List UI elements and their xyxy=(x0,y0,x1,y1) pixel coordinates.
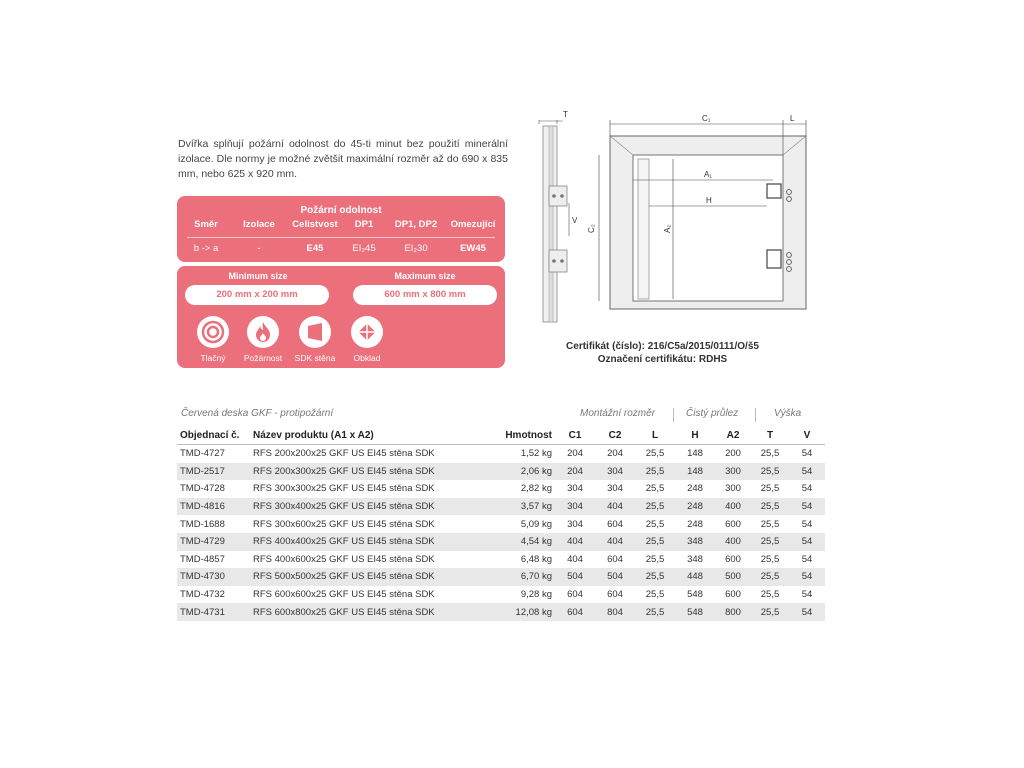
cell-c2: 404 xyxy=(595,498,635,516)
cell-t: 25,5 xyxy=(760,448,780,460)
col-header-order: Objednací č. xyxy=(177,426,250,445)
wall-icon xyxy=(299,316,331,348)
group-separator xyxy=(673,408,674,422)
cell-h: 248 xyxy=(687,483,703,495)
cell-weight: 2,06 kg xyxy=(495,463,555,481)
cell-order: TMD-4816 xyxy=(177,498,250,516)
fire-header-dp1-dp2: DP1, DP2 xyxy=(394,219,438,230)
feature-label: Požárnost xyxy=(243,353,283,363)
cell-name: RFS 300x400x25 GKF US EI45 stěna SDK xyxy=(250,498,495,516)
dim-label-a1: A₁ xyxy=(704,170,713,179)
cell-c1: 404 xyxy=(567,553,583,565)
col-header-l: L xyxy=(635,426,675,445)
push-icon xyxy=(197,316,229,348)
feature-label: Tlačný xyxy=(200,353,226,363)
table-row xyxy=(177,498,825,516)
feature-wall xyxy=(291,316,339,363)
cell-t: 25,5 xyxy=(751,533,789,551)
group-label-height: Výška xyxy=(774,408,802,419)
cell-v: 54 xyxy=(801,553,813,565)
cell-order: TMD-1688 xyxy=(180,518,225,530)
table-row xyxy=(177,533,825,551)
table-row xyxy=(177,463,825,481)
dim-label-c2: C₂ xyxy=(587,224,596,233)
feature-fire xyxy=(239,316,287,363)
cell-name: RFS 400x400x25 GKF US EI45 stěna SDK xyxy=(250,533,495,551)
cell-c2: 204 xyxy=(607,448,623,460)
fire-value-dp1: EI₂45 xyxy=(352,243,376,254)
cell-l: 25,5 xyxy=(635,603,675,621)
cell-v: 54 xyxy=(801,589,813,601)
cell-a2: 300 xyxy=(725,483,741,495)
max-size-label: Maximum size xyxy=(394,271,456,281)
col-header-name: Název produktu (A1 x A2) xyxy=(250,426,495,445)
cell-l: 25,5 xyxy=(635,498,675,516)
cell-v: 54 xyxy=(789,498,825,516)
cell-c1: 504 xyxy=(555,568,595,586)
dim-label-l: L xyxy=(790,114,795,123)
product-table-grid xyxy=(177,426,825,621)
table-group-header xyxy=(177,406,825,426)
cell-c2: 404 xyxy=(595,533,635,551)
technical-drawing xyxy=(505,108,810,343)
cell-t: 25,5 xyxy=(760,518,780,530)
cell-name: RFS 500x500x25 GKF US EI45 stěna SDK xyxy=(250,568,495,586)
cell-name: RFS 200x200x25 GKF US EI45 stěna SDK xyxy=(253,448,435,460)
certificate-info xyxy=(505,340,820,366)
cell-l: 25,5 xyxy=(645,553,665,565)
cell-a2: 400 xyxy=(715,498,751,516)
group-label-mont: Montážní rozměr xyxy=(580,408,656,419)
cell-h: 248 xyxy=(675,498,715,516)
cell-v: 54 xyxy=(789,463,825,481)
cell-c2: 604 xyxy=(607,553,623,565)
dim-label-c1: C₁ xyxy=(702,114,711,123)
fire-header-celistvost: Celistvost xyxy=(292,219,338,230)
cell-h: 448 xyxy=(675,568,715,586)
fire-value-smer: b -> a xyxy=(193,243,219,254)
cell-h: 548 xyxy=(687,589,703,601)
min-size-label: Minimum size xyxy=(228,271,288,281)
cell-c2: 304 xyxy=(607,483,623,495)
cell-c1: 204 xyxy=(555,463,595,481)
feature-label: Obklad xyxy=(353,353,381,363)
cell-c2: 804 xyxy=(595,603,635,621)
certificate-designation: Označení certifikátu: RDHS xyxy=(597,354,728,365)
cell-a2: 400 xyxy=(715,533,751,551)
cell-l: 25,5 xyxy=(645,518,665,530)
cell-t: 25,5 xyxy=(751,498,789,516)
fire-resistance-box xyxy=(177,196,505,262)
cell-order: TMD-4731 xyxy=(177,603,250,621)
cell-l: 25,5 xyxy=(635,533,675,551)
cell-name: RFS 200x300x25 GKF US EI45 stěna SDK xyxy=(250,463,495,481)
cell-h: 148 xyxy=(675,463,715,481)
cell-l: 25,5 xyxy=(635,568,675,586)
table-header-row xyxy=(177,426,825,445)
cell-l: 25,5 xyxy=(645,483,665,495)
max-size-value: 600 mm x 800 mm xyxy=(353,285,497,305)
fire-header-smer: Směr xyxy=(194,219,218,230)
cell-weight: 2,82 kg xyxy=(520,483,552,495)
tile-icon xyxy=(351,316,383,348)
cell-name: RFS 300x300x25 GKF US EI45 stěna SDK xyxy=(253,483,435,495)
col-header-h: H xyxy=(675,426,715,445)
fire-value-dp1-dp2: EI₂30 xyxy=(404,243,428,254)
certificate-number: Certifikát (číslo): 216/C5a/2015/0111/O/š5 xyxy=(566,341,759,352)
cell-c1: 404 xyxy=(555,533,595,551)
cell-a2: 800 xyxy=(715,603,751,621)
table-row xyxy=(177,515,825,533)
cell-h: 148 xyxy=(687,448,703,460)
cell-c1: 304 xyxy=(567,483,583,495)
cell-v: 54 xyxy=(801,483,813,495)
intro-text: Dvířka splňují požární odolnost do 45-ti minut bez použití minerální izolace. Dle normy je možné zvětšit maximální rozměr až do 690 x 835 mm, nebo 625 x 920 mm. xyxy=(178,138,508,180)
cell-h: 348 xyxy=(675,533,715,551)
cell-weight: 6,70 kg xyxy=(495,568,555,586)
cell-name: RFS 300x600x25 GKF US EI45 stěna SDK xyxy=(253,518,435,530)
cell-weight: 5,09 kg xyxy=(520,518,552,530)
feature-label: SDK stěna xyxy=(294,353,336,363)
cell-t: 25,5 xyxy=(751,463,789,481)
cell-order: TMD-2517 xyxy=(177,463,250,481)
cell-l: 25,5 xyxy=(645,589,665,601)
cell-weight: 4,54 kg xyxy=(495,533,555,551)
col-header-t: T xyxy=(751,426,789,445)
cell-order: TMD-4729 xyxy=(177,533,250,551)
cell-a2: 500 xyxy=(715,568,751,586)
cell-v: 54 xyxy=(789,568,825,586)
cell-order: TMD-4732 xyxy=(180,589,225,601)
cell-v: 54 xyxy=(801,448,813,460)
table-row xyxy=(177,551,825,569)
min-size-value: 200 mm x 200 mm xyxy=(185,285,329,305)
group-separator xyxy=(755,408,756,422)
cell-t: 25,5 xyxy=(760,553,780,565)
dim-label-v: V xyxy=(572,216,578,225)
cell-name: RFS 600x600x25 GKF US EI45 stěna SDK xyxy=(253,589,435,601)
cell-a2: 200 xyxy=(725,448,741,460)
cell-h: 248 xyxy=(687,518,703,530)
cell-order: TMD-4857 xyxy=(180,553,225,565)
cell-a2: 600 xyxy=(725,589,741,601)
fire-header-dp1: DP1 xyxy=(354,219,374,230)
cell-c2: 604 xyxy=(607,518,623,530)
cell-c2: 504 xyxy=(595,568,635,586)
product-table xyxy=(177,406,825,621)
cell-c1: 304 xyxy=(555,498,595,516)
fire-header-izolace: Izolace xyxy=(243,219,275,230)
col-header-c1: C1 xyxy=(555,426,595,445)
dim-label-a2: A₂ xyxy=(663,224,672,233)
table-row xyxy=(177,586,825,604)
group-label-clear: Čistý průlez xyxy=(686,408,739,419)
table-row xyxy=(177,480,825,498)
col-header-weight: Hmotnost xyxy=(495,426,555,445)
cell-t: 25,5 xyxy=(751,603,789,621)
cell-weight: 6,48 kg xyxy=(520,553,552,565)
cell-c2: 604 xyxy=(607,589,623,601)
cell-h: 348 xyxy=(687,553,703,565)
feature-tile xyxy=(343,316,391,363)
cell-c1: 604 xyxy=(555,603,595,621)
feature-push xyxy=(189,316,237,363)
fire-header-omezujici: Omezující xyxy=(450,219,496,230)
cell-l: 25,5 xyxy=(645,448,665,460)
cell-c1: 204 xyxy=(567,448,583,460)
cell-v: 54 xyxy=(801,518,813,530)
fire-value-omezujici: EW45 xyxy=(460,243,486,254)
size-features-box xyxy=(177,266,505,368)
cell-order: TMD-4730 xyxy=(177,568,250,586)
fire-value-celistvost: E45 xyxy=(306,243,324,254)
table-group-title: Červená deska GKF - protipožární xyxy=(181,408,334,419)
col-header-a2: A2 xyxy=(715,426,751,445)
cell-v: 54 xyxy=(789,533,825,551)
cell-t: 25,5 xyxy=(751,568,789,586)
cell-h: 548 xyxy=(675,603,715,621)
cell-v: 54 xyxy=(789,603,825,621)
fire-value-izolace: - xyxy=(257,243,261,254)
table-row xyxy=(177,445,825,463)
fire-icon xyxy=(247,316,279,348)
cell-weight: 3,57 kg xyxy=(495,498,555,516)
cell-name: RFS 600x800x25 GKF US EI45 stěna SDK xyxy=(250,603,495,621)
cell-c1: 604 xyxy=(567,589,583,601)
table-row xyxy=(177,603,825,621)
cell-a2: 300 xyxy=(715,463,751,481)
cell-order: TMD-4728 xyxy=(180,483,225,495)
cell-c1: 304 xyxy=(567,518,583,530)
cell-c2: 304 xyxy=(595,463,635,481)
col-header-v: V xyxy=(789,426,825,445)
cell-weight: 1,52 kg xyxy=(520,448,552,460)
cell-name: RFS 400x600x25 GKF US EI45 stěna SDK xyxy=(253,553,435,565)
fire-resistance-title: Požární odolnost xyxy=(300,205,382,216)
cell-t: 25,5 xyxy=(760,483,780,495)
table-row xyxy=(177,568,825,586)
cell-a2: 600 xyxy=(725,518,741,530)
dim-label-t: T xyxy=(563,110,568,119)
cell-a2: 600 xyxy=(725,553,741,565)
dim-label-h: H xyxy=(706,196,712,205)
cell-t: 25,5 xyxy=(760,589,780,601)
col-header-c2: C2 xyxy=(595,426,635,445)
cell-weight: 12,08 kg xyxy=(495,603,555,621)
cell-l: 25,5 xyxy=(635,463,675,481)
cell-weight: 9,28 kg xyxy=(520,589,552,601)
cell-order: TMD-4727 xyxy=(180,448,225,460)
fire-divider xyxy=(187,237,495,238)
